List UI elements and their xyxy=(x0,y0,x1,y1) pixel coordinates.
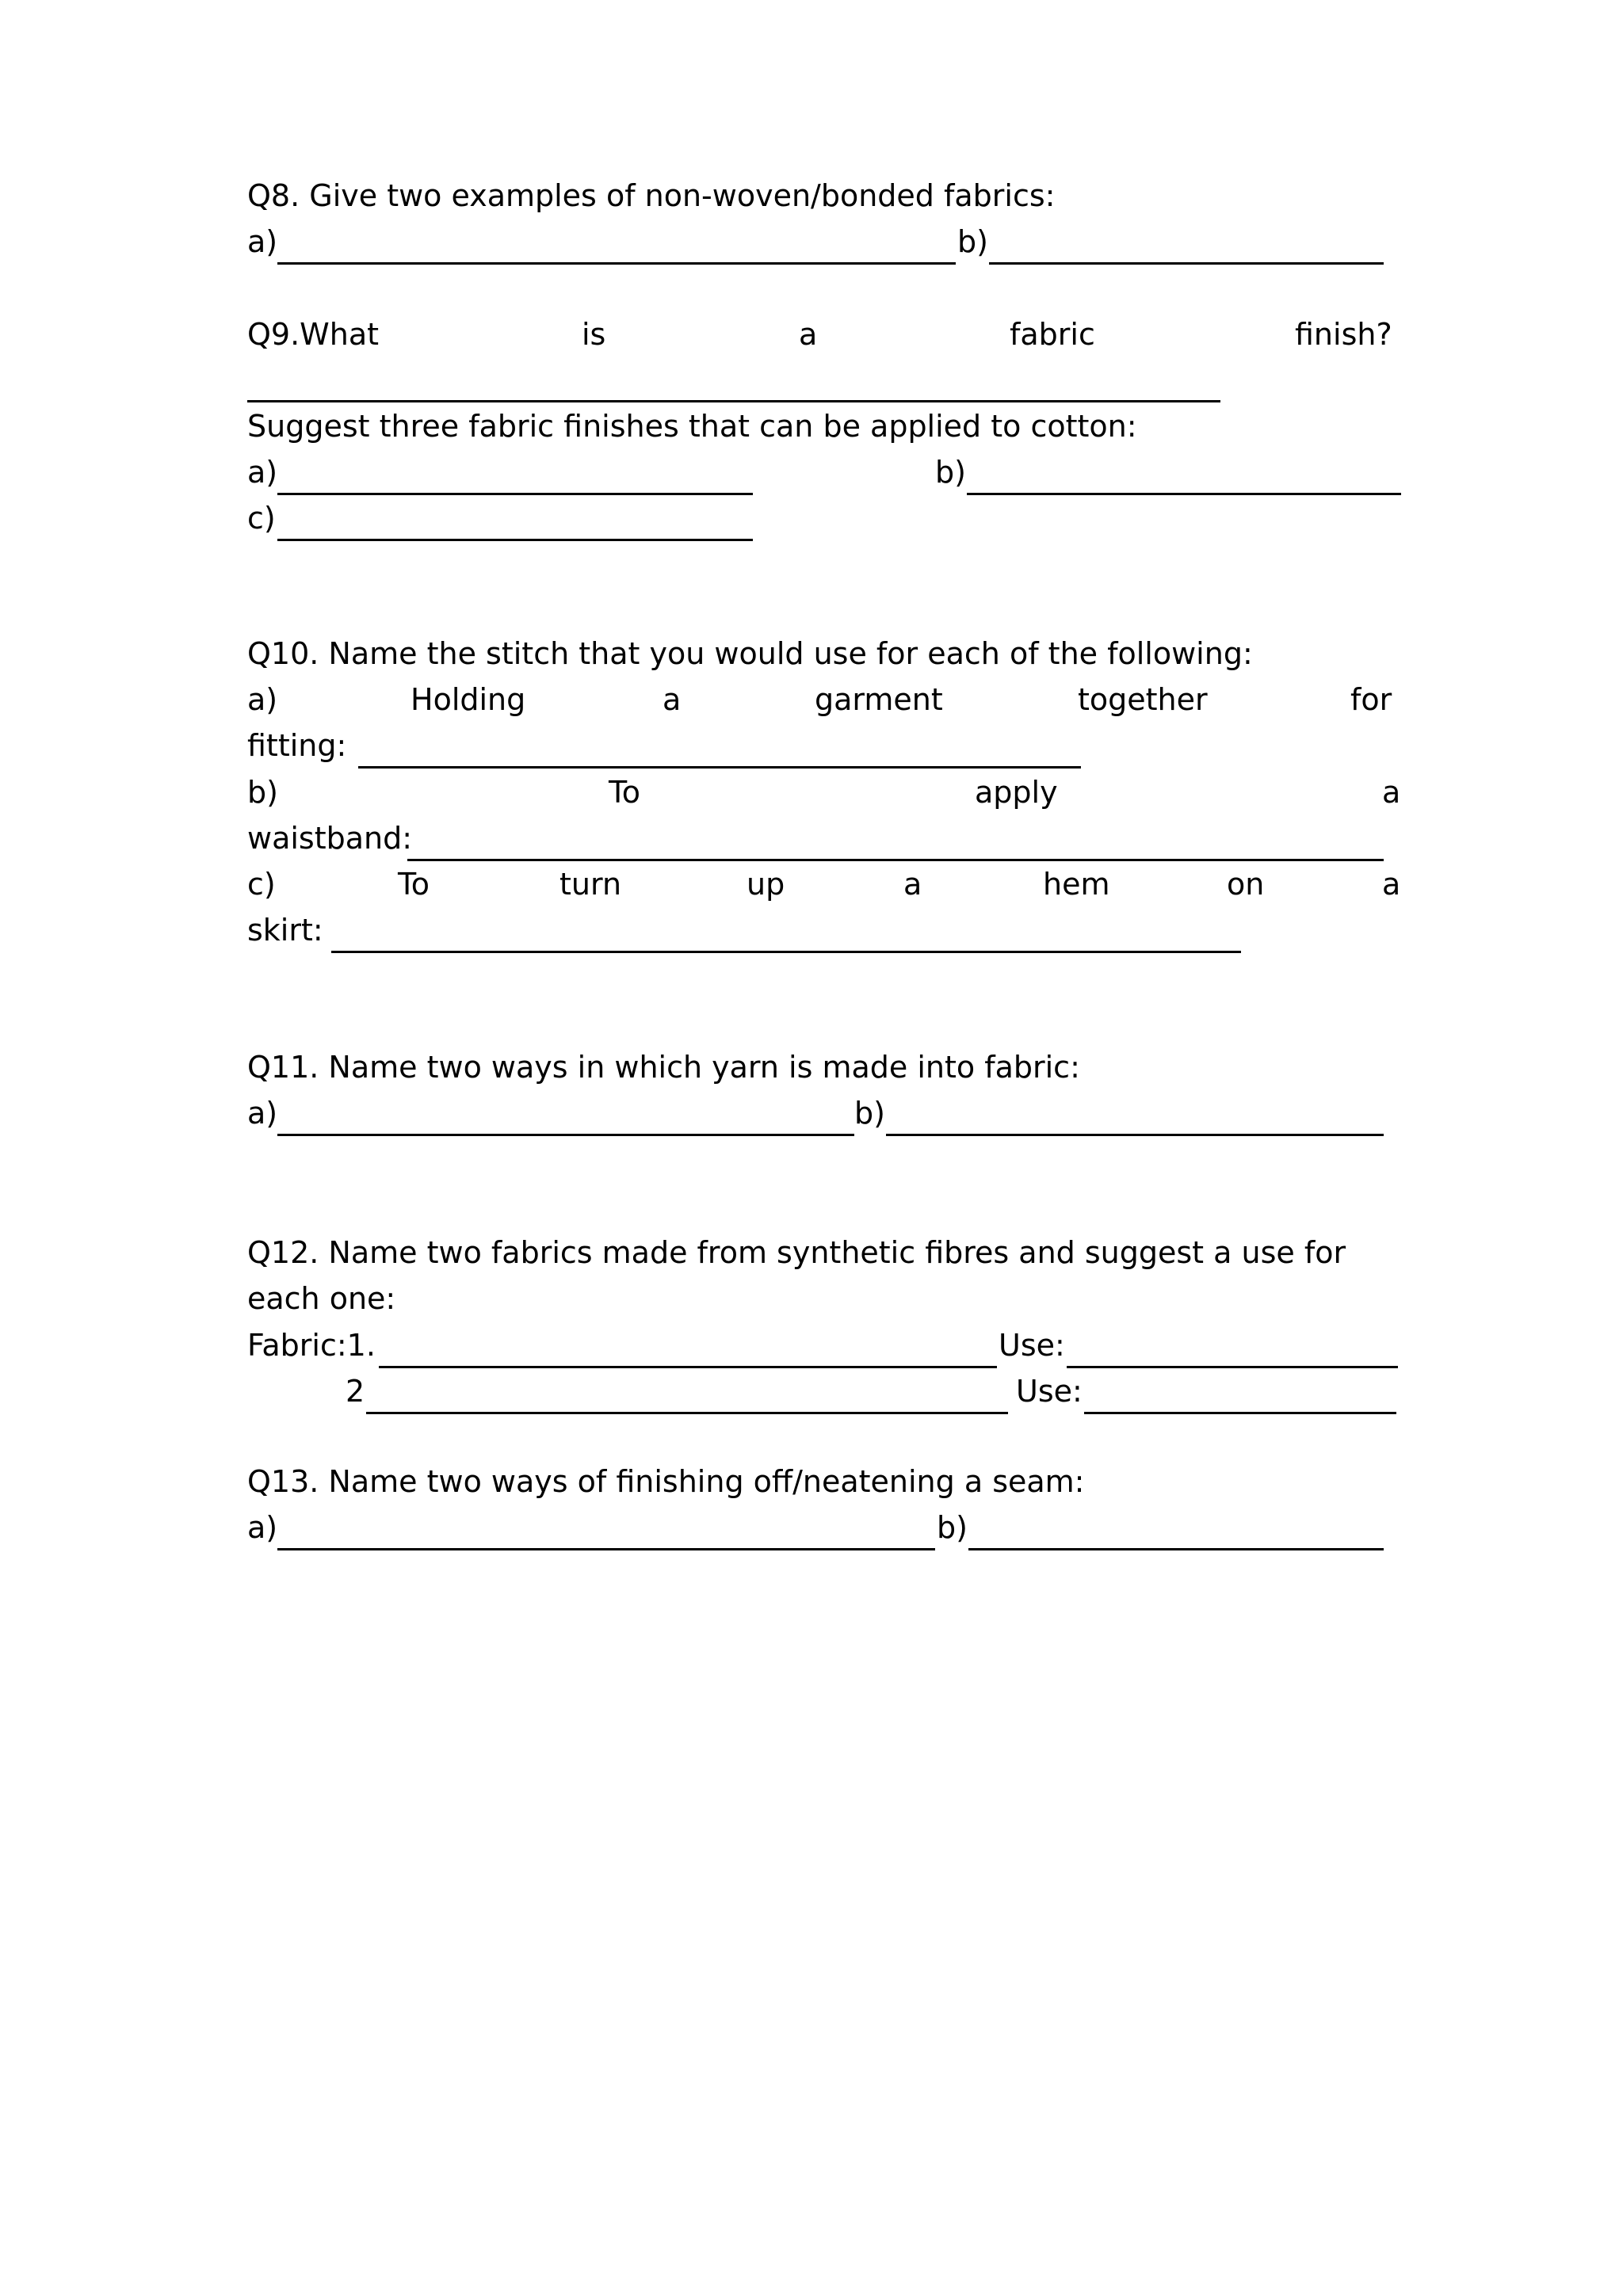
q9-word: fabric xyxy=(1010,317,1095,352)
q10-a-word: garment xyxy=(815,682,943,717)
q9-word: Q9.What xyxy=(247,317,380,352)
q8-answer-a[interactable] xyxy=(277,219,956,265)
q10-a-word: a xyxy=(663,682,682,717)
q9-label-c: c) xyxy=(247,501,276,536)
q10-b-tail: waistband: xyxy=(247,821,413,856)
q13-answer-a[interactable] xyxy=(277,1505,935,1550)
q10-question: Q10. Name the stitch that you would use for each of the following: xyxy=(247,636,1253,671)
q8-label-b: b) xyxy=(957,224,988,259)
q10-b-word: To xyxy=(609,775,641,810)
q12-fabric-label-2: 2 xyxy=(346,1374,365,1409)
q9-word: is xyxy=(582,317,606,352)
q9-answer-a[interactable] xyxy=(277,449,753,495)
q12-question-line1: Q12. Name two fabrics made from synthetic fibres and suggest a use for xyxy=(247,1235,1346,1270)
q13-question: Q13. Name two ways of finishing off/neatening a seam: xyxy=(247,1464,1085,1499)
q10-answer-c[interactable] xyxy=(331,907,1241,953)
q13-label-a: a) xyxy=(247,1510,278,1545)
q10-c-word: a xyxy=(1382,867,1401,902)
q8-answer-b[interactable] xyxy=(989,219,1384,265)
q12-fabric-answer-2[interactable] xyxy=(366,1368,1008,1414)
q11-answer-a[interactable] xyxy=(277,1090,854,1136)
q10-a-word: a) xyxy=(247,682,278,717)
q12-use-label-2: Use: xyxy=(1016,1374,1083,1409)
q12-use-label-1: Use: xyxy=(999,1328,1065,1363)
q10-answer-b[interactable] xyxy=(407,815,1384,861)
q9-label-a: a) xyxy=(247,455,278,490)
q10-part-a xyxy=(0,677,1623,723)
q12-fabric-label-1: Fabric:1. xyxy=(247,1328,376,1363)
q10-c-word: c) xyxy=(247,867,276,902)
q9-answer-definition[interactable] xyxy=(247,357,1220,402)
q10-c-word: on xyxy=(1227,867,1265,902)
q9-suggest: Suggest three fabric finishes that can be applied to cotton: xyxy=(247,409,1137,444)
q12-use-answer-2[interactable] xyxy=(1084,1368,1396,1414)
q9-answer-b[interactable] xyxy=(967,449,1401,495)
q10-a-tail: fitting: xyxy=(247,728,347,763)
q9-label-b: b) xyxy=(935,455,966,490)
q9-answer-c[interactable] xyxy=(277,495,753,541)
q9-word: finish? xyxy=(1295,317,1392,352)
q12-fabric-answer-1[interactable] xyxy=(379,1322,997,1368)
q10-part-c xyxy=(0,861,1623,907)
q12-question-line2: each one: xyxy=(247,1281,396,1316)
q8-question: Q8. Give two examples of non-woven/bonded fabrics: xyxy=(247,178,1056,213)
q9-word: a xyxy=(799,317,818,352)
q10-answer-a[interactable] xyxy=(358,723,1081,769)
q11-answer-b[interactable] xyxy=(886,1090,1384,1136)
q10-b-word: apply xyxy=(975,775,1058,810)
q10-a-word: for xyxy=(1350,682,1392,717)
q13-label-b: b) xyxy=(937,1510,968,1545)
q10-c-word: up xyxy=(747,867,785,902)
q10-b-word: a xyxy=(1382,775,1401,810)
q10-c-word: To xyxy=(398,867,430,902)
q10-a-word: together xyxy=(1078,682,1208,717)
q10-c-tail: skirt: xyxy=(247,913,323,948)
q13-answer-b[interactable] xyxy=(968,1505,1384,1550)
q11-label-a: a) xyxy=(247,1096,278,1131)
q8-label-a: a) xyxy=(247,224,278,259)
q10-a-word: Holding xyxy=(411,682,526,717)
q9-question xyxy=(0,311,1623,357)
q10-c-word: hem xyxy=(1043,867,1110,902)
q11-question: Q11. Name two ways in which yarn is made into fabric: xyxy=(247,1050,1080,1085)
q10-part-b xyxy=(0,769,1623,815)
q10-c-word: turn xyxy=(559,867,622,902)
q10-c-word: a xyxy=(903,867,922,902)
q11-label-b: b) xyxy=(854,1096,885,1131)
q12-use-answer-1[interactable] xyxy=(1067,1322,1398,1368)
q10-b-word: b) xyxy=(247,775,278,810)
